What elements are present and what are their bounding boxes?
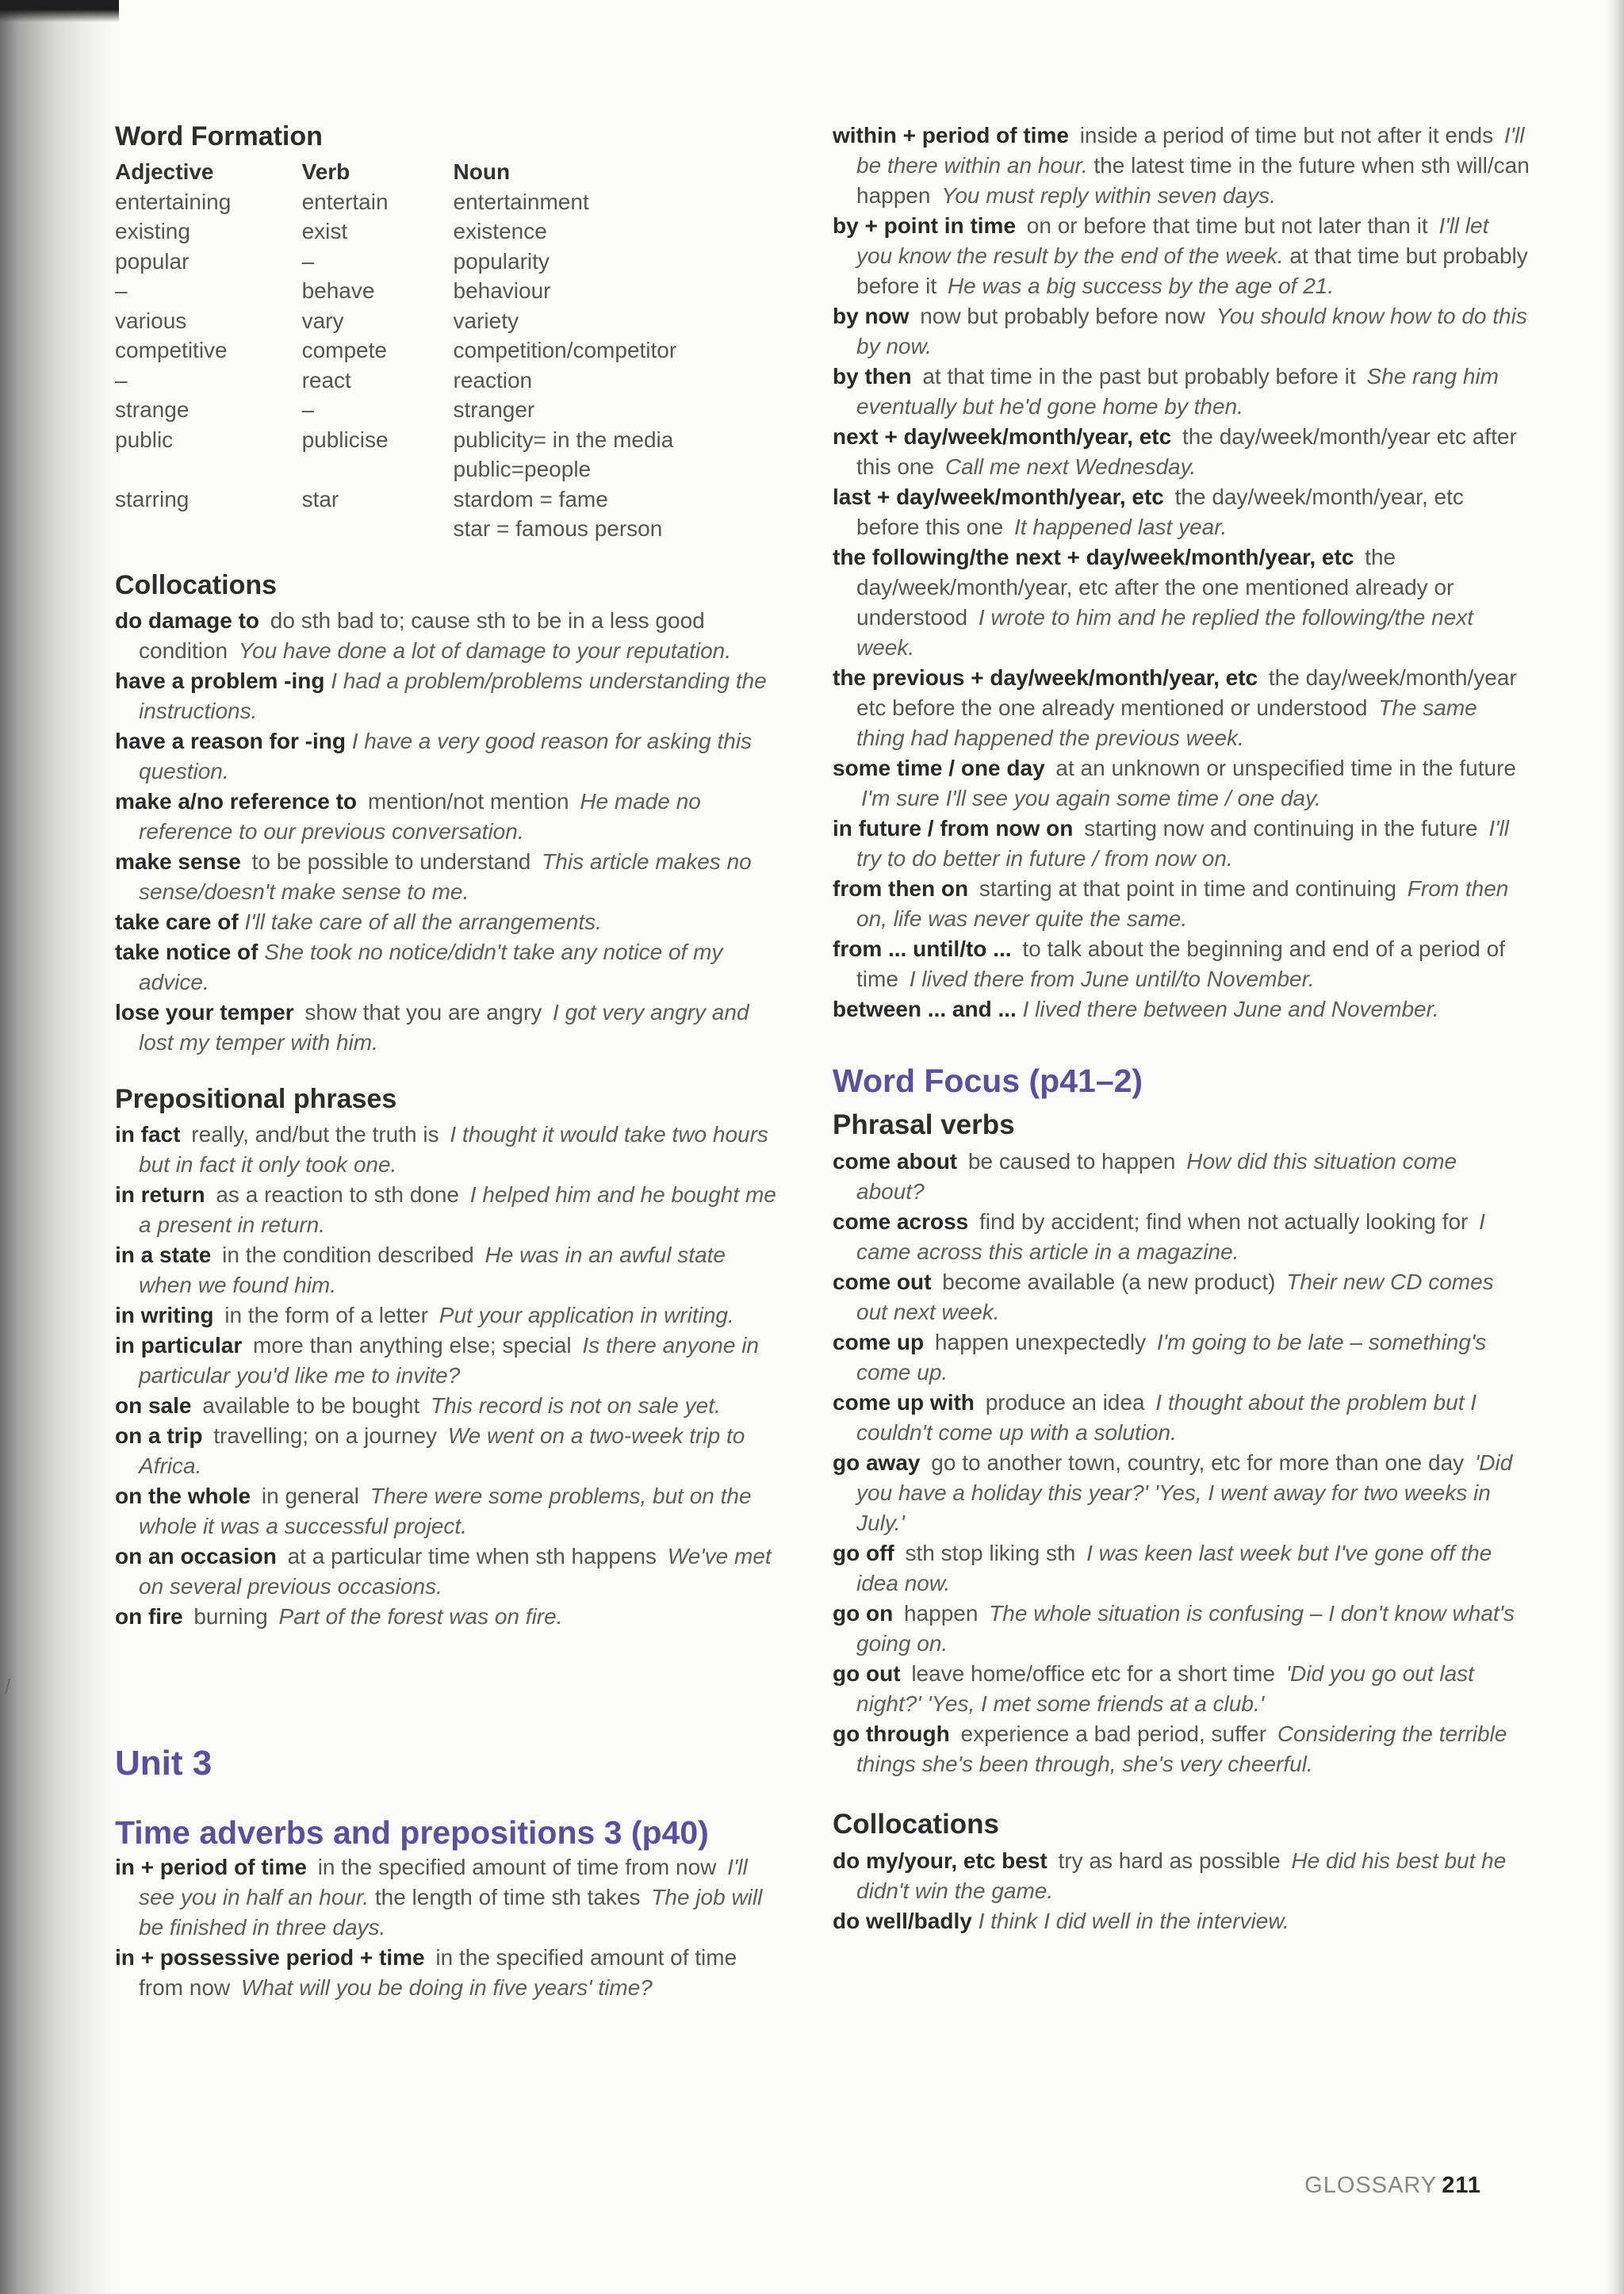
entry-example: I'll be there within an hour. (856, 123, 1525, 178)
glossary-entry (115, 1180, 781, 1240)
entry-example: I thought about the problem but I couldn't come up with a solution. (856, 1390, 1477, 1445)
entry-definition: on or before that time but not later than it (1026, 213, 1428, 238)
table-cell: public (115, 427, 174, 452)
entry-example: I'll take care of all the arrangements. (244, 909, 602, 934)
entry-term: lose your temper (115, 999, 294, 1024)
glossary-entry (115, 998, 781, 1058)
entry-definition: the day/week/month/year etc after this one (856, 424, 1517, 479)
table-cell: stranger (453, 397, 535, 422)
entry-term: some time / one day (833, 756, 1045, 780)
entry-definition: produce an idea (985, 1390, 1145, 1415)
word-formation-table (115, 157, 781, 544)
entry-term: on a trip (115, 1423, 203, 1448)
glossary-entry (833, 362, 1530, 422)
entry-definition: available to be bought (202, 1392, 420, 1418)
entry-term: come about (833, 1149, 958, 1174)
entry-example: He was a big success by the age of 21. (947, 274, 1335, 298)
entry-term: in particular (115, 1332, 243, 1358)
entry-definition: mention/not mention (367, 788, 569, 814)
entry-definition: the length of time sth takes (374, 1884, 641, 1909)
entry-example: I had a problem/problems understanding the instructions. (139, 668, 767, 723)
table-cell: publicise (301, 427, 389, 452)
glossary-entry (833, 1327, 1530, 1388)
entry-term: last + day/week/month/year, etc (833, 484, 1164, 509)
entry-definition: the latest time in the future when sth will/can happen (856, 153, 1530, 208)
entry-definition: find by accident; find when not actually looking for (979, 1209, 1469, 1234)
entry-definition: starting now and continuing in the future (1084, 816, 1478, 841)
collocations-title: Collocations (115, 569, 278, 600)
table-cell: compete (301, 338, 387, 362)
entry-example: She rang him eventually but he'd gone home by then. (856, 364, 1499, 419)
entry-term: the previous + day/week/month/year, etc (833, 665, 1258, 690)
entry-term: from then on (833, 876, 969, 901)
entry-term: in + possessive period + time (115, 1944, 425, 1970)
entry-example: Their new CD comes out next week. (856, 1270, 1494, 1324)
entry-example: Call me next Wednesday. (944, 454, 1197, 479)
right-column (833, 121, 1530, 1936)
top-edge-shadow (0, 0, 119, 22)
glossary-entry (115, 787, 781, 847)
glossary-entry (115, 1852, 781, 1943)
glossary-entry (833, 211, 1530, 301)
entry-example: You should know how to do this by now. (856, 304, 1527, 358)
entry-example: This record is not on sale yet. (431, 1392, 721, 1418)
entry-term: make sense (115, 848, 241, 874)
entry-example: I got very angry and lost my temper with him. (139, 999, 749, 1055)
table-cell: – (115, 278, 128, 303)
entry-term: come up with (833, 1390, 975, 1415)
glossary-entry (115, 666, 781, 726)
table-row (115, 395, 781, 425)
entry-example: From then on, life was never quite the same. (856, 876, 1509, 931)
entry-definition: at that time but probably before it (856, 243, 1528, 298)
glossary-entry (115, 1331, 781, 1391)
table-cell: star (301, 486, 339, 511)
entry-example: What will you be doing in five years' time? (240, 1974, 653, 2000)
entry-example: How did this situation come about? (856, 1149, 1457, 1204)
entry-example: I was keen last week but I've gone off the idea now. (856, 1541, 1492, 1595)
time-adverbs-title: Time adverbs and prepositions 3 (p40) (115, 1813, 709, 1851)
glossary-entry (115, 847, 781, 907)
table-cell: public=people (453, 457, 592, 481)
entry-term: go through (833, 1721, 950, 1746)
margin-mark: / (5, 1675, 11, 1698)
entry-definition: more than anything else; special (253, 1332, 572, 1358)
entry-term: on an occasion (115, 1543, 277, 1568)
table-cell: exist (301, 219, 348, 243)
entry-term: from ... until/to ... (833, 936, 1012, 961)
entry-definition: as a reaction to sth done (216, 1181, 459, 1207)
entry-example: He made no reference to our previous conversation. (139, 788, 701, 844)
entry-definition: in the condition described (222, 1242, 474, 1267)
glossary-entry (833, 663, 1530, 753)
entry-term: between ... and ... (833, 997, 1017, 1021)
glossary-entry (833, 1267, 1530, 1327)
table-cell: entertaining (115, 189, 232, 214)
entry-example: Considering the terrible things she's been through, she's very cheerful. (856, 1721, 1507, 1776)
entry-example: 'Did you have a holiday this year?' 'Yes, I went away for two weeks in July.' (856, 1450, 1513, 1535)
entry-example: I'll try to do better in future / from now on. (856, 816, 1509, 871)
glossary-entry (833, 422, 1530, 482)
entry-example: The same thing had happened the previous week. (856, 695, 1477, 750)
glossary-entry (833, 1207, 1530, 1267)
entry-term: in a state (115, 1242, 212, 1267)
entry-definition: to talk about the beginning and end of a period of time (856, 936, 1506, 991)
entry-definition: be caused to happen (967, 1149, 1176, 1174)
entry-definition: in general (261, 1483, 359, 1508)
entry-definition: leave home/office etc for a short time (911, 1661, 1275, 1686)
entry-definition: try as hard as possible (1058, 1848, 1281, 1873)
glossary-entry (115, 1120, 781, 1180)
entry-definition: in the form of a letter (224, 1302, 429, 1327)
entry-definition: at a particular time when sth happens (287, 1543, 657, 1568)
glossary-entry (115, 907, 781, 937)
table-cell: stardom = fame (453, 486, 608, 511)
table-cell: – (115, 367, 128, 393)
table-cell: popular (115, 248, 190, 274)
entry-example: I came across this article in a magazine. (856, 1209, 1485, 1264)
column-header: Adjective (115, 159, 214, 184)
table-cell (115, 514, 302, 544)
entry-definition: the day/week/month/year etc before the one already mentioned or understood (856, 665, 1517, 720)
glossary-entry (115, 937, 781, 998)
footer-label: GLOSSARY (1304, 2173, 1438, 2198)
table-cell: vary (301, 308, 344, 333)
glossary-entry (833, 1388, 1530, 1448)
word-formation-title: Word Formation (115, 121, 323, 151)
table-cell: starring (115, 486, 190, 511)
entry-example: He did his best but he didn't win the game. (856, 1848, 1507, 1903)
table-cell: react (301, 367, 351, 393)
glossary-entry (115, 606, 781, 666)
entry-term: next + day/week/month/year, etc (833, 424, 1172, 449)
entry-term: come across (833, 1209, 969, 1234)
entry-definition: travelling; on a journey (213, 1423, 437, 1448)
glossary-entry (833, 121, 1530, 211)
glossary-entry (833, 1846, 1530, 1906)
glossary-entry (115, 1943, 781, 2003)
entry-definition: really, and/but the truth is (191, 1121, 439, 1147)
column-header: Noun (453, 159, 511, 184)
page-footer (1304, 2173, 1481, 2199)
glossary-entry (115, 1541, 781, 1602)
entry-term: within + period of time (833, 123, 1069, 147)
entry-term: do damage to (115, 607, 260, 633)
table-cell: variety (453, 308, 519, 333)
glossary-entry (833, 1448, 1530, 1538)
entry-term: in + period of time (115, 1854, 307, 1879)
table-cell: behaviour (453, 278, 551, 303)
glossary-entry (115, 1602, 781, 1632)
collocations-list (115, 606, 781, 1058)
entry-example: She took no notice/didn't take any notice of my advice. (139, 939, 723, 994)
table-cell: strange (115, 397, 190, 422)
phrasal-verbs-list (833, 1147, 1530, 1779)
entry-definition: inside a period of time but not after it ends (1079, 123, 1494, 147)
glossary-entry (833, 934, 1530, 994)
entry-example: He was in an awful state when we found him. (139, 1242, 726, 1297)
entry-term: in future / from now on (833, 816, 1074, 841)
entry-term: by + point in time (833, 213, 1017, 238)
entry-definition: in the specified amount of time from now (139, 1944, 737, 2000)
collocations-2-title: Collocations (833, 1809, 1000, 1840)
entry-term: on fire (115, 1603, 183, 1629)
entry-example: We went on a two-week trip to Africa. (139, 1423, 745, 1478)
glossary-entry (115, 1421, 781, 1481)
entry-example: I helped him and he bought me a present in return. (139, 1181, 776, 1237)
entry-example: You must reply within seven days. (941, 183, 1276, 208)
entry-term: have a problem -ing (115, 668, 325, 693)
word-formation-body (115, 187, 781, 544)
entry-definition: experience a bad period, suffer (960, 1721, 1267, 1746)
table-row (115, 276, 781, 306)
entry-term: come up (833, 1330, 925, 1354)
book-spine-shadow (0, 0, 119, 2294)
glossary-entry (115, 1481, 781, 1541)
glossary-entry (833, 1659, 1530, 1719)
page-number: 211 (1442, 2173, 1481, 2198)
entry-example: I'm going to be late – something's come up. (856, 1330, 1487, 1384)
unit-entries-list (115, 1852, 781, 2003)
table-row (115, 187, 781, 217)
entry-definition: happen unexpectedly (934, 1330, 1147, 1354)
entry-example: I think I did well in the interview. (978, 1909, 1289, 1933)
table-cell: competition/competitor (453, 338, 677, 362)
entry-example: The job will be finished in three days. (139, 1884, 763, 1940)
glossary-entry (833, 482, 1530, 542)
entry-definition: do sth bad to; cause sth to be in a less good condition (139, 607, 705, 663)
entry-term: in return (115, 1181, 205, 1207)
table-cell: entertain (301, 189, 389, 214)
table-cell: publicity= in the media (453, 427, 674, 452)
table-cell (302, 514, 454, 544)
glossary-entry (833, 301, 1530, 362)
word-focus-title: Word Focus (p41–2) (833, 1063, 1143, 1099)
entry-definition: at an unknown or unspecified time in the future (1055, 756, 1516, 780)
glossary-entry (115, 1300, 781, 1331)
table-cell (302, 454, 454, 484)
table-cell: popularity (453, 248, 550, 274)
table-cell: entertainment (453, 189, 589, 214)
entry-example: We've met on several previous occasions. (139, 1543, 772, 1599)
entry-term: go off (833, 1541, 894, 1565)
entry-example: I have a very good reason for asking this question. (139, 728, 753, 783)
table-cell: competitive (115, 338, 228, 362)
glossary-entry (833, 1538, 1530, 1599)
entry-term: come out (833, 1270, 932, 1294)
right-page-edge (1607, 0, 1624, 2294)
glossary-entry (833, 1147, 1530, 1207)
table-row (115, 216, 781, 247)
time-entries-list (833, 121, 1530, 1024)
glossary-entry (115, 726, 781, 787)
entry-example: This article makes no sense/doesn't make sense to me. (139, 848, 752, 904)
entry-example: I wrote to him and he replied the following/the next week. (856, 605, 1474, 660)
table-cell: – (301, 397, 315, 422)
entry-definition: happen (903, 1601, 979, 1626)
entry-term: have a reason for -ing (115, 728, 346, 753)
glossary-entry (833, 1599, 1530, 1659)
entry-definition: now but probably before now (920, 304, 1205, 328)
glossary-entry (833, 994, 1530, 1024)
table-cell: behave (301, 278, 375, 303)
entry-term: on the whole (115, 1483, 251, 1508)
column-header: Verb (301, 159, 350, 184)
entry-term: take care of (115, 909, 239, 934)
entry-example: I lived there from June until/to November. (909, 967, 1315, 991)
table-cell (115, 454, 302, 484)
entry-term: go out (833, 1661, 901, 1686)
entry-term: by then (833, 364, 912, 389)
entry-definition: to be possible to understand (251, 848, 531, 874)
table-cell: reaction (453, 367, 533, 393)
entry-term: go away (833, 1450, 921, 1475)
table-row (115, 306, 781, 336)
entry-definition: burning (193, 1603, 268, 1629)
table-row (115, 514, 781, 544)
glossary-entry (833, 1906, 1530, 1936)
collocations-2-list (833, 1846, 1530, 1936)
table-cell: existence (453, 219, 547, 243)
left-column (115, 121, 781, 2003)
entry-term: take notice of (115, 939, 259, 964)
entry-term: make a/no reference to (115, 788, 358, 814)
entry-example: I'll see you in half an hour. (139, 1854, 748, 1909)
glossary-entry (833, 814, 1530, 874)
entry-example: You have done a lot of damage to your reputation. (238, 638, 731, 663)
entry-definition: sth stop liking sth (905, 1541, 1076, 1565)
phrasal-verbs-title: Phrasal verbs (833, 1109, 1015, 1140)
entry-term: in fact (115, 1121, 181, 1147)
table-header-row (115, 157, 781, 187)
table-row (115, 247, 781, 277)
entry-term: by now (833, 304, 910, 328)
entry-term: the following/the next + day/week/month/year, etc (833, 545, 1354, 569)
table-cell: star = famous person (453, 516, 663, 541)
table-row (115, 335, 781, 366)
glossary-entry (115, 1391, 781, 1421)
table-row (115, 366, 781, 396)
entry-example: Is there anyone in particular you'd like me to invite? (139, 1332, 759, 1388)
entry-term: in writing (115, 1302, 214, 1327)
entry-example: I'm sure I'll see you again some time / one day. (861, 786, 1321, 810)
entry-example: It happened last year. (1014, 515, 1228, 539)
entry-example: The whole situation is confusing – I don't know what's going on. (856, 1601, 1515, 1656)
glossary-entry (833, 874, 1530, 934)
entry-example: There were some problems, but on the whole it was a successful project. (139, 1483, 752, 1538)
entry-definition: show that you are angry (304, 999, 542, 1024)
glossary-entry (115, 1240, 781, 1300)
prepositional-phrases-list (115, 1120, 781, 1632)
entry-definition: at that time in the past but probably before it (922, 364, 1356, 389)
entry-example: I thought it would take two hours but in fact it only took one. (139, 1121, 768, 1177)
entry-example: I'll let you know the result by the end of the week. (856, 213, 1489, 268)
table-cell: – (301, 248, 315, 274)
entry-definition: the day/week/month/year, etc before this one (856, 484, 1464, 539)
entry-definition: go to another town, country, etc for more than one day (931, 1450, 1465, 1475)
table-row (115, 484, 781, 515)
entry-example: Put your application in writing. (439, 1302, 734, 1327)
table-row (115, 454, 781, 484)
table-cell: various (115, 308, 187, 333)
glossary-entry (833, 753, 1530, 814)
entry-term: do well/badly (833, 1909, 972, 1933)
glossary-entry (833, 542, 1530, 663)
entry-example: I lived there between June and November. (1022, 997, 1439, 1021)
prepositional-phrases-title: Prepositional phrases (115, 1083, 397, 1114)
entry-example: Part of the forest was on fire. (278, 1603, 563, 1629)
table-cell: existing (115, 219, 190, 243)
entry-example: 'Did you go out last night?' 'Yes, I met some friends at a club.' (856, 1661, 1474, 1716)
entry-term: do my/your, etc best (833, 1848, 1048, 1873)
entry-definition: in the specified amount of time from now (317, 1854, 717, 1879)
unit-title: Unit 3 (115, 1743, 213, 1783)
entry-term: on sale (115, 1392, 192, 1418)
entry-definition: become available (a new product) (942, 1270, 1276, 1294)
entry-definition: the day/week/month/year, etc after the one mentioned already or understood (856, 545, 1454, 630)
glossary-entry (833, 1719, 1530, 1779)
entry-definition: starting at that point in time and continuing (979, 876, 1396, 901)
table-row (115, 425, 781, 455)
entry-term: go on (833, 1601, 894, 1626)
